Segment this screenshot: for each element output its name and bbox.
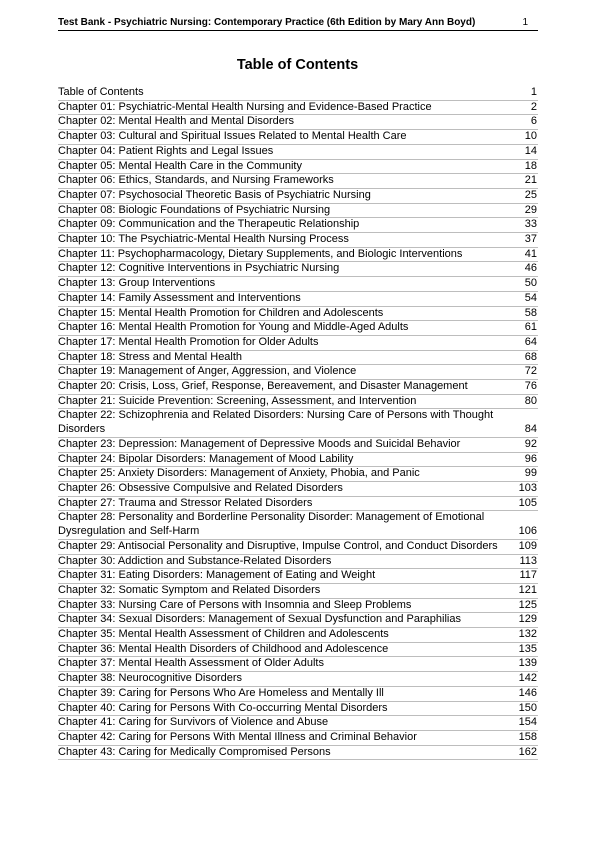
toc-entry[interactable]	[58, 643, 538, 658]
toc-entry[interactable]	[58, 540, 538, 555]
toc-entry[interactable]	[58, 467, 538, 482]
toc-entry[interactable]	[58, 716, 538, 731]
toc-entry[interactable]	[58, 409, 538, 437]
toc-entry-title: Chapter 28: Personality and Borderline Personality Disorder: Management of Emotional Dysregulation and Self-Harm	[58, 511, 485, 538]
toc-entry-title: Chapter 13: Group Interventions	[58, 277, 216, 290]
toc-entry-title: Chapter 42: Caring for Persons With Mental Illness and Criminal Behavior	[58, 730, 417, 743]
toc-entry-page: 46	[524, 262, 537, 275]
toc-entry[interactable]	[58, 569, 538, 584]
toc-entry-title: Chapter 26: Obsessive Compulsive and Related Disorders	[58, 481, 343, 494]
toc-entry-page: 21	[524, 174, 537, 187]
toc-entry[interactable]	[58, 101, 538, 116]
toc-entry-title: Chapter 41: Caring for Survivors of Violence and Abuse	[58, 716, 329, 729]
toc-entry-title: Chapter 43: Caring for Medically Compromised Persons	[58, 745, 331, 758]
toc-entry[interactable]	[58, 599, 538, 614]
toc-entry-title: Chapter 39: Caring for Persons Who Are Homeless and Mentally Ill	[58, 686, 384, 699]
toc-entry-page: 99	[524, 467, 537, 480]
toc-entry-page: 125	[518, 598, 537, 611]
toc-entry-page: 117	[519, 569, 537, 582]
toc-entry-page: 6	[530, 115, 537, 128]
toc-entry-title: Chapter 25: Anxiety Disorders: Management of Anxiety, Phobia, and Panic	[58, 467, 420, 480]
toc-entry[interactable]	[58, 262, 538, 277]
toc-entry[interactable]	[58, 746, 538, 761]
toc-entry-page: 80	[524, 394, 537, 407]
toc-entry-title: Chapter 01: Psychiatric-Mental Health Nursing and Evidence-Based Practice	[58, 100, 432, 113]
toc-entry[interactable]	[58, 351, 538, 366]
toc-entry-page: 1	[530, 86, 537, 98]
toc-entry-page: 113	[519, 554, 537, 567]
toc-entry[interactable]	[58, 307, 538, 322]
toc-entry-title: Chapter 40: Caring for Persons With Co-occurring Mental Disorders	[58, 701, 388, 714]
toc-entry[interactable]	[58, 584, 538, 599]
toc-entry-page: 37	[524, 233, 537, 246]
toc-entry-title: Chapter 17: Mental Health Promotion for Older Adults	[58, 335, 319, 348]
toc-entry-title: Chapter 18: Stress and Mental Health	[58, 350, 243, 363]
toc-entry-title: Chapter 07: Psychosocial Theoretic Basis of Psychiatric Nursing	[58, 188, 371, 201]
toc-entry[interactable]	[58, 657, 538, 672]
toc-entry-title: Chapter 02: Mental Health and Mental Disorders	[58, 115, 295, 128]
toc-entry-title: Chapter 38: Neurocognitive Disorders	[58, 672, 243, 685]
toc-entry-page: 61	[524, 321, 537, 334]
toc-entry[interactable]	[58, 336, 538, 351]
toc-entry-title: Chapter 19: Management of Anger, Aggression, and Violence	[58, 365, 357, 378]
toc-entry[interactable]	[58, 145, 538, 160]
toc-entry-title: Chapter 24: Bipolar Disorders: Management of Mood Lability	[58, 452, 354, 465]
toc-entry[interactable]	[58, 380, 538, 395]
toc-entry-title: Chapter 33: Nursing Care of Persons with Insomnia and Sleep Problems	[58, 598, 412, 611]
toc-entry-page: 103	[518, 481, 537, 494]
toc-entry-page: 72	[524, 365, 537, 378]
toc-entry[interactable]	[58, 395, 538, 410]
toc-entry[interactable]	[58, 438, 538, 453]
toc-entry-title: Chapter 35: Mental Health Assessment of Children and Adolescents	[58, 628, 389, 641]
toc-entry[interactable]	[58, 321, 538, 336]
toc-entry[interactable]	[58, 365, 538, 380]
toc-entry-page: 29	[524, 203, 537, 216]
toc-entry-title: Chapter 21: Suicide Prevention: Screening, Assessment, and Intervention	[58, 394, 417, 407]
toc-list	[58, 86, 538, 760]
toc-entry[interactable]	[58, 277, 538, 292]
toc-entry-page: 146	[518, 686, 537, 699]
toc-entry[interactable]	[58, 160, 538, 175]
toc-entry[interactable]	[58, 86, 538, 101]
header-page-number: 1	[522, 17, 528, 28]
toc-entry-title: Chapter 30: Addiction and Substance-Related Disorders	[58, 554, 332, 567]
toc-entry-page: 2	[530, 100, 537, 113]
toc-entry-page: 142	[518, 672, 537, 685]
toc-entry-page: 10	[524, 130, 537, 143]
toc-entry-page: 18	[524, 159, 537, 172]
toc-entry-title: Chapter 05: Mental Health Care in the Community	[58, 159, 302, 172]
toc-entry-page: 68	[524, 350, 537, 363]
toc-entry[interactable]	[58, 702, 538, 717]
toc-entry[interactable]	[58, 292, 538, 307]
toc-entry-page: 14	[524, 144, 537, 157]
toc-entry[interactable]	[58, 174, 538, 189]
toc-entry[interactable]	[58, 204, 538, 219]
toc-entry-page: 64	[524, 335, 537, 348]
toc-entry[interactable]	[58, 672, 538, 687]
toc-entry-title: Chapter 09: Communication and the Therapeutic Relationship	[58, 218, 360, 231]
toc-entry-page: 135	[518, 642, 537, 655]
toc-entry-title: Chapter 06: Ethics, Standards, and Nursing Frameworks	[58, 174, 334, 187]
toc-entry-page: 76	[524, 380, 537, 393]
toc-entry-page: 41	[524, 247, 537, 260]
toc-entry[interactable]	[58, 233, 538, 248]
toc-entry-page: 58	[524, 306, 537, 319]
toc-entry-title: Chapter 20: Crisis, Loss, Grief, Response, Bereavement, and Disaster Management	[58, 380, 468, 393]
toc-entry-title: Chapter 12: Cognitive Interventions in Psychiatric Nursing	[58, 262, 340, 275]
toc-entry-page: 150	[518, 701, 537, 714]
toc-entry-page: 139	[518, 657, 537, 670]
toc-entry-title: Chapter 31: Eating Disorders: Management of Eating and Weight	[58, 569, 376, 582]
toc-entry-page: 121	[518, 583, 537, 596]
toc-entry[interactable]	[58, 218, 538, 233]
toc-entry-title: Chapter 14: Family Assessment and Interventions	[58, 291, 301, 304]
toc-entry[interactable]	[58, 613, 538, 628]
toc-entry[interactable]	[58, 731, 538, 746]
toc-entry-title: Chapter 34: Sexual Disorders: Management of Sexual Dysfunction and Paraphilias	[58, 613, 461, 626]
toc-entry[interactable]	[58, 511, 538, 539]
toc-entry-page: 33	[524, 218, 537, 231]
toc-entry-title: Chapter 10: The Psychiatric-Mental Health Nursing Process	[58, 233, 349, 246]
toc-entry[interactable]	[58, 453, 538, 468]
toc-entry[interactable]	[58, 628, 538, 643]
toc-entry-title: Chapter 23: Depression: Management of Depressive Moods and Suicidal Behavior	[58, 437, 461, 450]
toc-entry-page: 154	[518, 716, 537, 729]
toc-entry[interactable]	[58, 497, 538, 512]
toc-entry-page: 54	[524, 291, 537, 304]
toc-heading: Table of Contents	[236, 57, 359, 73]
toc-entry-page: 158	[518, 730, 537, 743]
toc-entry-title: Chapter 11: Psychopharmacology, Dietary Supplements, and Biologic Interventions	[58, 247, 463, 260]
toc-entry-page: 132	[518, 628, 537, 641]
toc-entry-page: 50	[524, 277, 537, 290]
toc-entry-title: Chapter 27: Trauma and Stressor Related Disorders	[58, 496, 313, 509]
toc-entry-title: Chapter 15: Mental Health Promotion for Children and Adolescents	[58, 306, 384, 319]
toc-entry-title: Chapter 37: Mental Health Assessment of Older Adults	[58, 657, 324, 670]
toc-entry-title: Chapter 29: Antisocial Personality and Disruptive, Impulse Control, and Conduct Disorders	[58, 539, 498, 552]
toc-entry[interactable]	[58, 130, 538, 145]
toc-entry[interactable]	[58, 248, 538, 263]
page-header	[58, 14, 538, 31]
toc-entry-page: 96	[524, 452, 537, 465]
toc-entry-title: Chapter 03: Cultural and Spiritual Issues Related to Mental Health Care	[58, 130, 407, 143]
toc-entry-page: 162	[518, 745, 537, 758]
toc-entry[interactable]	[58, 687, 538, 702]
toc-entry-page: 129	[518, 613, 537, 626]
toc-entry-page: 106	[518, 525, 537, 538]
toc-entry-title: Table of Contents	[58, 86, 144, 98]
toc-entry-page: 109	[518, 539, 537, 552]
toc-entry-title: Chapter 36: Mental Health Disorders of Childhood and Adolescence	[58, 642, 389, 655]
toc-entry-page: 105	[518, 496, 537, 509]
toc-entry-title: Chapter 22: Schizophrenia and Related Disorders: Nursing Care of Persons with Thought Disorders	[58, 409, 494, 436]
toc-entry-title: Chapter 32: Somatic Symptom and Related Disorders	[58, 583, 321, 596]
toc-entry-title: Chapter 08: Biologic Foundations of Psychiatric Nursing	[58, 203, 331, 216]
toc-entry-page: 25	[524, 188, 537, 201]
toc-entry[interactable]	[58, 115, 538, 130]
toc-entry[interactable]	[58, 555, 538, 570]
toc-entry-title: Chapter 04: Patient Rights and Legal Issues	[58, 144, 274, 157]
toc-entry-page: 84	[524, 423, 537, 436]
toc-entry-title: Chapter 16: Mental Health Promotion for Young and Middle-Aged Adults	[58, 321, 409, 334]
toc-entry[interactable]	[58, 189, 538, 204]
toc-entry-page: 92	[524, 437, 537, 450]
header-title: Test Bank - Psychiatric Nursing: Contemporary Practice (6th Edition by Mary Ann Boyd)	[58, 17, 476, 28]
toc-entry[interactable]	[58, 482, 538, 497]
